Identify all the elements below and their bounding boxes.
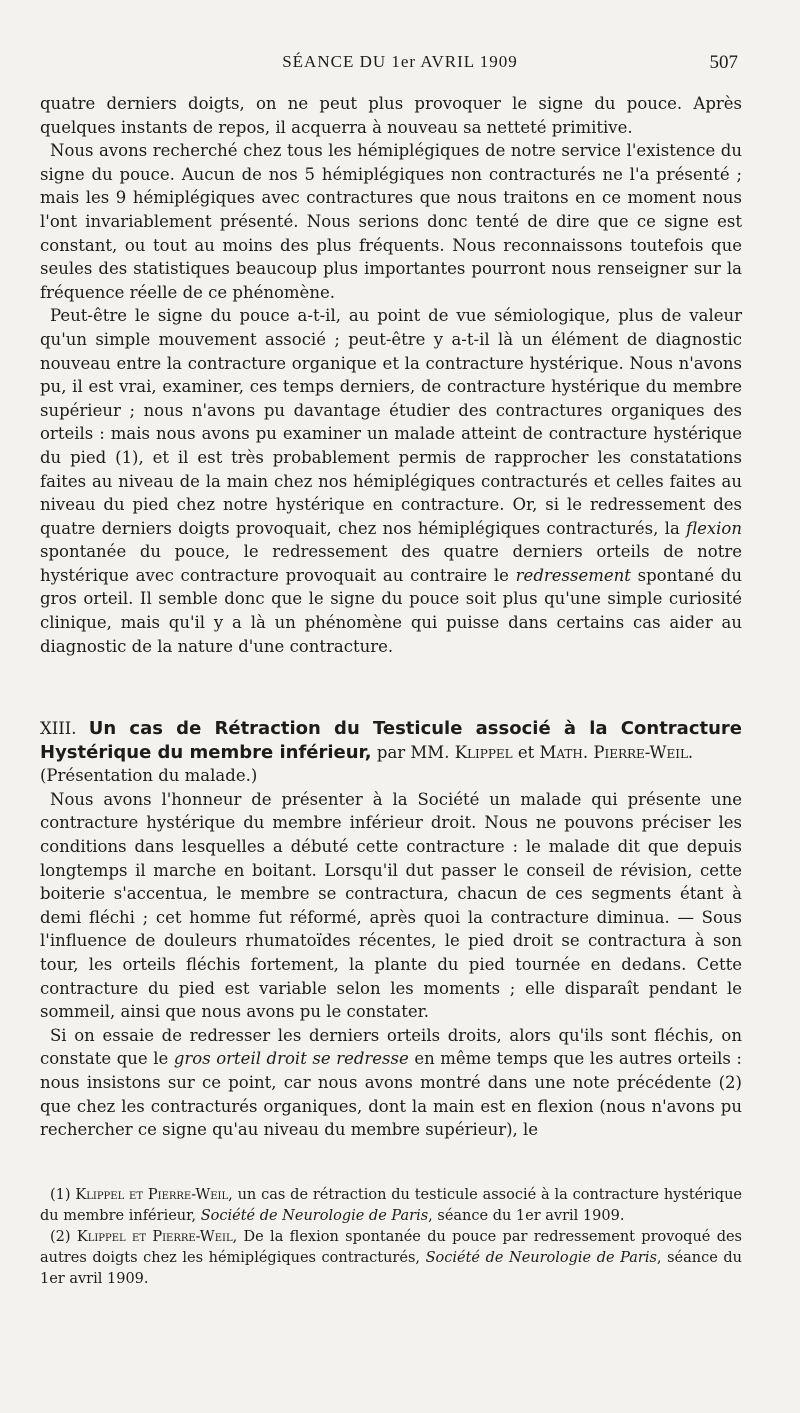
paragraph: quatre derniers doigts, on ne peut plus provoquer le signe du pouce. Après quelques instants de repos, il acquerra à nouveau sa netteté primitive.: [40, 94, 742, 137]
paragraph: Nous avons recherché chez tous les hémiplégiques de notre service l'existence du signe du pouce. Aucun de nos 5 hémiplégiques non contracturés ne l'a présenté ; mais les 9 hémiplégiques avec contractures que nous traitons en ce moment nous l'ont invariablement présenté. Nous serions donc tenté de dire que ce signe est constant, ou tout au moins des plus fréquents. Nous reconnaissons toutefois que seules des statistiques beaucoup plus importantes pourront nous renseigner sur la fréquence réelle de ce phénomène.: [40, 141, 742, 302]
text-span: spontané du gros orteil. Il semble donc que le signe du pouce soit plus qu'une simple curiosité clinique, mais qu'il y a là un phénomène qui puisse dans certains cas aider au diagnostic de la nature d'une contracture.: [40, 565, 742, 656]
text-span: en même temps que les autres orteils : nous insistons sur ce point, car nous avons montré dans une note précédente (2) que chez les contracturés organiques, dont la main est en flexion (nous n'avons pu rechercher ce signe qu'au niveau du membre supérieur), le: [40, 1049, 742, 1140]
italic-term: redressement: [515, 565, 631, 585]
footnote-author: Klippel et Pierre-Weil: [76, 1229, 233, 1245]
section-xiii: [40, 717, 742, 1142]
author-name: Klippel: [454, 742, 513, 762]
authors-and: et: [512, 742, 540, 762]
author-name: Math. Pierre-Weil.: [539, 742, 694, 762]
italic-term: gros orteil droit se redresse: [173, 1049, 409, 1069]
paragraph: [40, 304, 742, 658]
footnote-journal: Société de Neurologie de Paris: [200, 1208, 429, 1224]
paragraph: Nous avons l'honneur de présenter à la Société un malade qui présente une contracture hystérique du membre inférieur droit. Nous ne pouvons préciser les conditions dans lesquelles a débuté cette contracture : le malade dit que depuis longtemps il marche en boitant. Lorsqu'il dut passer le conseil de révision, cette boiterie s'accentua, le membre se contractura, chacun de ces segments étant à demi fléchi ; cet homme fut réformé, après quoi la contracture diminua. — Sous l'influence de douleurs rhumatoïdes récentes, le pied droit se contractura à son tour, les orteils fléchis fortement, la plante du pied tournée en dedans. Cette contracture du pied est variable selon les moments ; elle disparaît pendant le sommeil, ainsi que nous avons pu le constater.: [40, 789, 742, 1022]
text-span: , séance du 1er avril 1909.: [428, 1208, 625, 1224]
section-title: Un cas de Rétraction du Testicule associé à la Contracture Hystérique du membre inférieur,: [40, 718, 742, 763]
footnotes: [40, 1185, 742, 1290]
page-number: 507: [709, 52, 738, 73]
text-span: Si on essaie de redresser les derniers orteils droits, alors qu'ils sont fléchis, on constate que le: [40, 1025, 742, 1069]
running-title: SÉANCE DU 1er AVRIL 1909: [282, 52, 518, 71]
presentation-note: (Présentation du malade.): [40, 766, 258, 786]
footnote: [40, 1185, 742, 1227]
body-text: [40, 92, 742, 658]
paragraph: [40, 1024, 742, 1142]
authors-prefix: par MM.: [371, 742, 455, 762]
italic-term: flexion: [686, 518, 742, 538]
text-span: , un cas de rétraction du testicule associé à la contracture hystérique du membre inférieur,: [40, 1187, 742, 1224]
text-span: , De la flexion spontanée du pouce par redressement provoqué des autres doigts chez les hémiplégiques contracturés,: [40, 1229, 743, 1266]
footnote-marker: (2): [50, 1229, 77, 1245]
footnote-marker: (1): [50, 1187, 76, 1203]
text-span: spontanée du pouce, le redressement des quatre derniers orteils de notre hystérique avec contracture provoquait au contraire le: [40, 542, 742, 585]
page-header: [0, 52, 800, 82]
text-span: Peut-être le signe du pouce a-t-il, au point de vue sémiologique, plus de valeur qu'un simple mouvement associé ; peut-être y a-t-il là un élément de diagnostic nouveau entre la contracture organique et la contracture hystérique. Nous n'avons pu, il est vrai, examiner, ces temps derniers, de contracture hystérique du membre supérieur ; nous n'avons pu davantage étudier des contractures organiques des orteils : mais nous avons pu examiner un malade atteint de contracture hystérique du pied (1), et il est très probablement permis de rapprocher les constatations faites au niveau de la main chez nos hémiplégiques contracturés et celles faites au niveau du pied chez notre hystérique en contracture. Or, si le redressement des quatre derniers doigts provoquait, chez nos hémiplégiques contracturés, la: [40, 306, 742, 538]
section-heading: [40, 717, 742, 764]
footnote: [40, 1227, 742, 1290]
footnote-journal: Société de Neurologie de Paris: [425, 1250, 657, 1266]
footnote-author: Klippel et Pierre-Weil: [75, 1187, 229, 1203]
text-span: , séance du 1er avril 1909.: [40, 1250, 743, 1287]
section-number: XIII.: [40, 719, 77, 738]
